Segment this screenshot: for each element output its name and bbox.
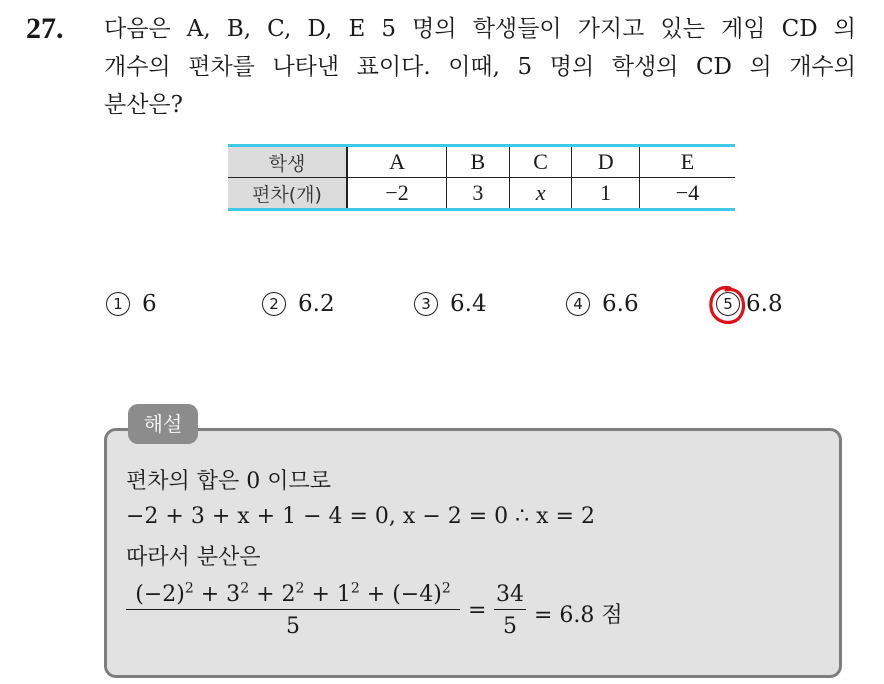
solution-line-1: 편차의 합은 0 이므로 bbox=[126, 469, 331, 494]
table-cell-deviation: 3 bbox=[447, 178, 510, 210]
solution-tag: 해설 bbox=[128, 404, 198, 444]
fraction-numerator: 34 bbox=[496, 582, 524, 607]
choice-value: 6.6 bbox=[602, 291, 639, 317]
table-cell-student: E bbox=[639, 146, 735, 178]
choice-3[interactable] bbox=[414, 291, 487, 317]
table-cell-student: D bbox=[572, 146, 639, 178]
deviation-table bbox=[228, 144, 735, 211]
table-cell-student: B bbox=[447, 146, 510, 178]
result-fraction bbox=[494, 582, 526, 639]
choice-1[interactable] bbox=[106, 291, 157, 317]
solution-line-3: 따라서 분산은 bbox=[126, 545, 261, 570]
fraction-denominator: 5 bbox=[286, 614, 300, 639]
choice-5[interactable] bbox=[716, 291, 783, 317]
choice-number-icon: 2 bbox=[262, 292, 286, 316]
question-text-line-3: 분산은? bbox=[104, 92, 183, 118]
choice-number-icon: 4 bbox=[566, 292, 590, 316]
solution-result: = 6.8 점 bbox=[534, 603, 623, 628]
choice-value: 6 bbox=[142, 291, 157, 317]
row-header-deviation: 편차(개) bbox=[228, 178, 347, 210]
table-cell-deviation: x bbox=[509, 178, 572, 210]
table-row bbox=[228, 178, 735, 210]
equals-sign: = bbox=[468, 598, 487, 623]
row-header-student: 학생 bbox=[228, 146, 347, 178]
choice-4[interactable] bbox=[566, 291, 639, 317]
fraction-denominator: 5 bbox=[503, 614, 517, 639]
choice-number-icon: 5 bbox=[716, 292, 740, 316]
question-text-line-2: 개수의 편차를 나타낸 표이다. 이때, 5 명의 학생의 CD 의 개수의 bbox=[104, 54, 856, 80]
question-number: 27. bbox=[26, 12, 64, 45]
variance-fraction bbox=[126, 582, 460, 639]
table-cell-deviation: −4 bbox=[639, 178, 735, 210]
choice-value: 6.4 bbox=[450, 291, 487, 317]
table-cell-deviation: 1 bbox=[572, 178, 639, 210]
table-cell-student: A bbox=[347, 146, 447, 178]
question-text-line-1: 다음은 A, B, C, D, E 5 명의 학생들이 가지고 있는 게임 CD 의 bbox=[104, 16, 856, 42]
table-cell-deviation: −2 bbox=[347, 178, 447, 210]
choice-value: 6.8 bbox=[746, 291, 783, 317]
choice-value: 6.2 bbox=[298, 291, 335, 317]
choice-number-icon: 1 bbox=[106, 292, 130, 316]
solution-line-2: −2 + 3 + x + 1 − 4 = 0, x − 2 = 0 ∴ x = 2 bbox=[126, 504, 595, 529]
table-row bbox=[228, 146, 735, 178]
choice-2[interactable] bbox=[262, 291, 335, 317]
table-cell-student: C bbox=[509, 146, 572, 178]
choice-number-icon: 3 bbox=[414, 292, 438, 316]
fraction-numerator: $(-2)^2 + 3^2 + 2^2 + 1^2 + (-4)^2$ bbox=[135, 580, 451, 607]
